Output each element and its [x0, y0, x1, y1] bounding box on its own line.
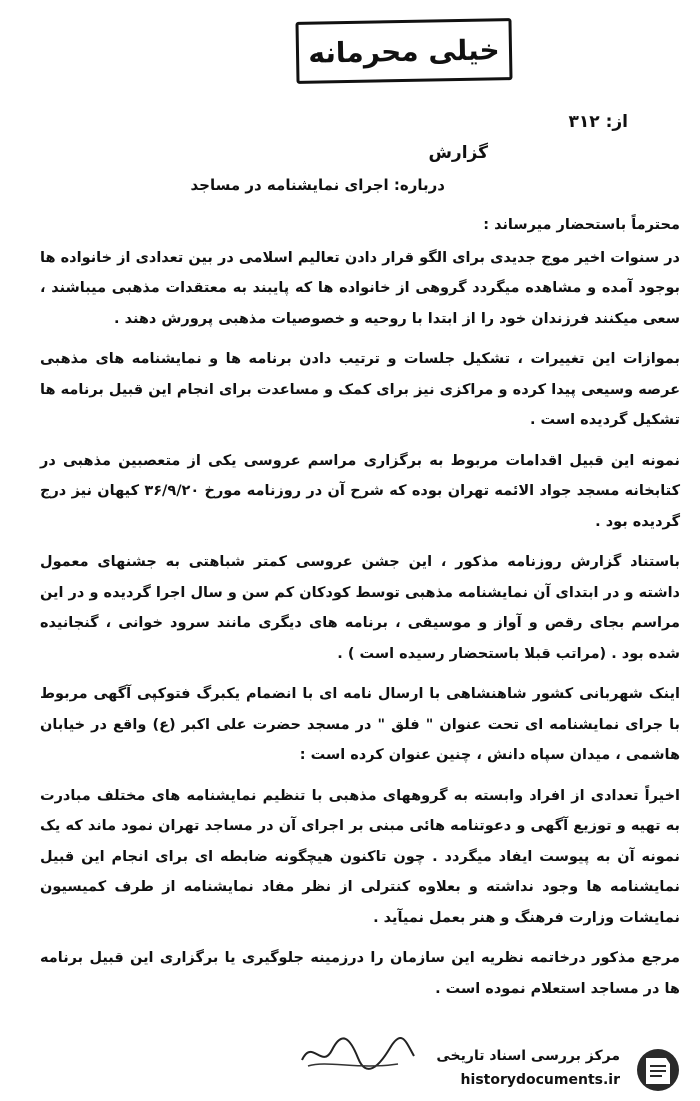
archive-logo-icon [632, 1046, 684, 1094]
report-subject: درباره: اجرای نمایشنامه در مساجد [190, 176, 445, 194]
paragraph-2: بموازات این تغییرات ، تشکیل جلسات و ترتیب دادن برنامه ها و نمایشنامه های مذهبی عرصه وسیعی پیدا کرده و مراکزی نیز برای کمک و مساعدت برای انجام این قبیل برنامه ها تشکیل گردیده است . [40, 351, 680, 428]
greeting: محترماً باستحضار میرساند : [483, 217, 680, 233]
paragraph-7: مرجع مذکور درخاتمه نظریه این سازمان را درزمینه جلوگیری یا برگزاری این قبیل برنامه ها در مساجد استعلام نموده است . [40, 950, 680, 997]
report-title: گزارش [428, 143, 488, 163]
paragraph-6: اخیراً تعدادی از افراد وابسته به گروههای مذهبی با تنظیم نمایشنامه های مختلف مبادرت به تهیه و توزیع آگهی و دعوتنامه هائی مبنی بر اجرای آن در مساجد تهران نمود ماند که یک نمونه آن به پیوست ایفاد میگردد . چون تاکنون هیچگونه ضابطه ای برای انجام این قبیل نمایشنامه ها وجود نداشته و بعلاوه کنترلی از نظر مفاد نمایشنامه از طرف کمیسیون نمایشات وزارت فرهنگ و هنر بعمل نمیآید . [40, 787, 680, 926]
from-reference: از: ۳۱۲ [568, 112, 628, 132]
watermark-url: historydocuments.ir [460, 1072, 620, 1088]
paragraph-5: اینک شهربانی کشور شاهنشاهی با ارسال نامه ای با انضمام یکبرگ فتوکپی آگهی مربوط با جرای نمایشنامه ای تحت عنوان " فلق " در مسجد حضرت علی اکبر (ع) واقع در خیابان هاشمی ، میدان سپاه دانش ، چنین عنوان کرده است : [40, 686, 680, 763]
paragraph-4: باستناد گزارش روزنامه مذکور ، این جشن عروسی کمتر شباهتی به جشنهای معمول داشته و در ابتدای آن نمایشنامه مذهبی توسط کودکان کم سن و سال اجرا گردیده و در این مراسم بجای رقص و آواز و موسیقی ، برنامه های دیگری مانند سرود خوانی ، گنجانیده شده بود . (مراتب قبلا باستحضار رسیده است ) . [40, 554, 680, 662]
classification-stamp: خیلی محرمانه [295, 18, 512, 84]
report-body [40, 210, 680, 1004]
paragraph-3: نمونه این قبیل اقدامات مربوط به برگزاری مراسم عروسی یکی از متعصبین مذهبی در کتابخانه مسجد جواد الائمه تهران بوده که شرح آن در روزنامه مورخ ۳۶/۹/۲۰ کیهان نیز درج گردیده بود . [40, 452, 680, 530]
signature-scribble [298, 1030, 418, 1074]
watermark-title: مرکز بررسی اسناد تاریخی [436, 1048, 620, 1064]
archive-watermark [430, 1042, 692, 1098]
paragraph-1: در سنوات اخیر موج جدیدی برای الگو قرار دادن تعالیم اسلامی در بین تعدادی از خانواده ها بوجود آمده و مشاهده میگردد گروهی از خانواده ها که پایبند به معتقدات مذهبی میباشند ، سعی میکنند فرزندان خود را از ابتدا با روحیه و خصوصیات مذهبی پرورش دهند . [40, 249, 680, 327]
